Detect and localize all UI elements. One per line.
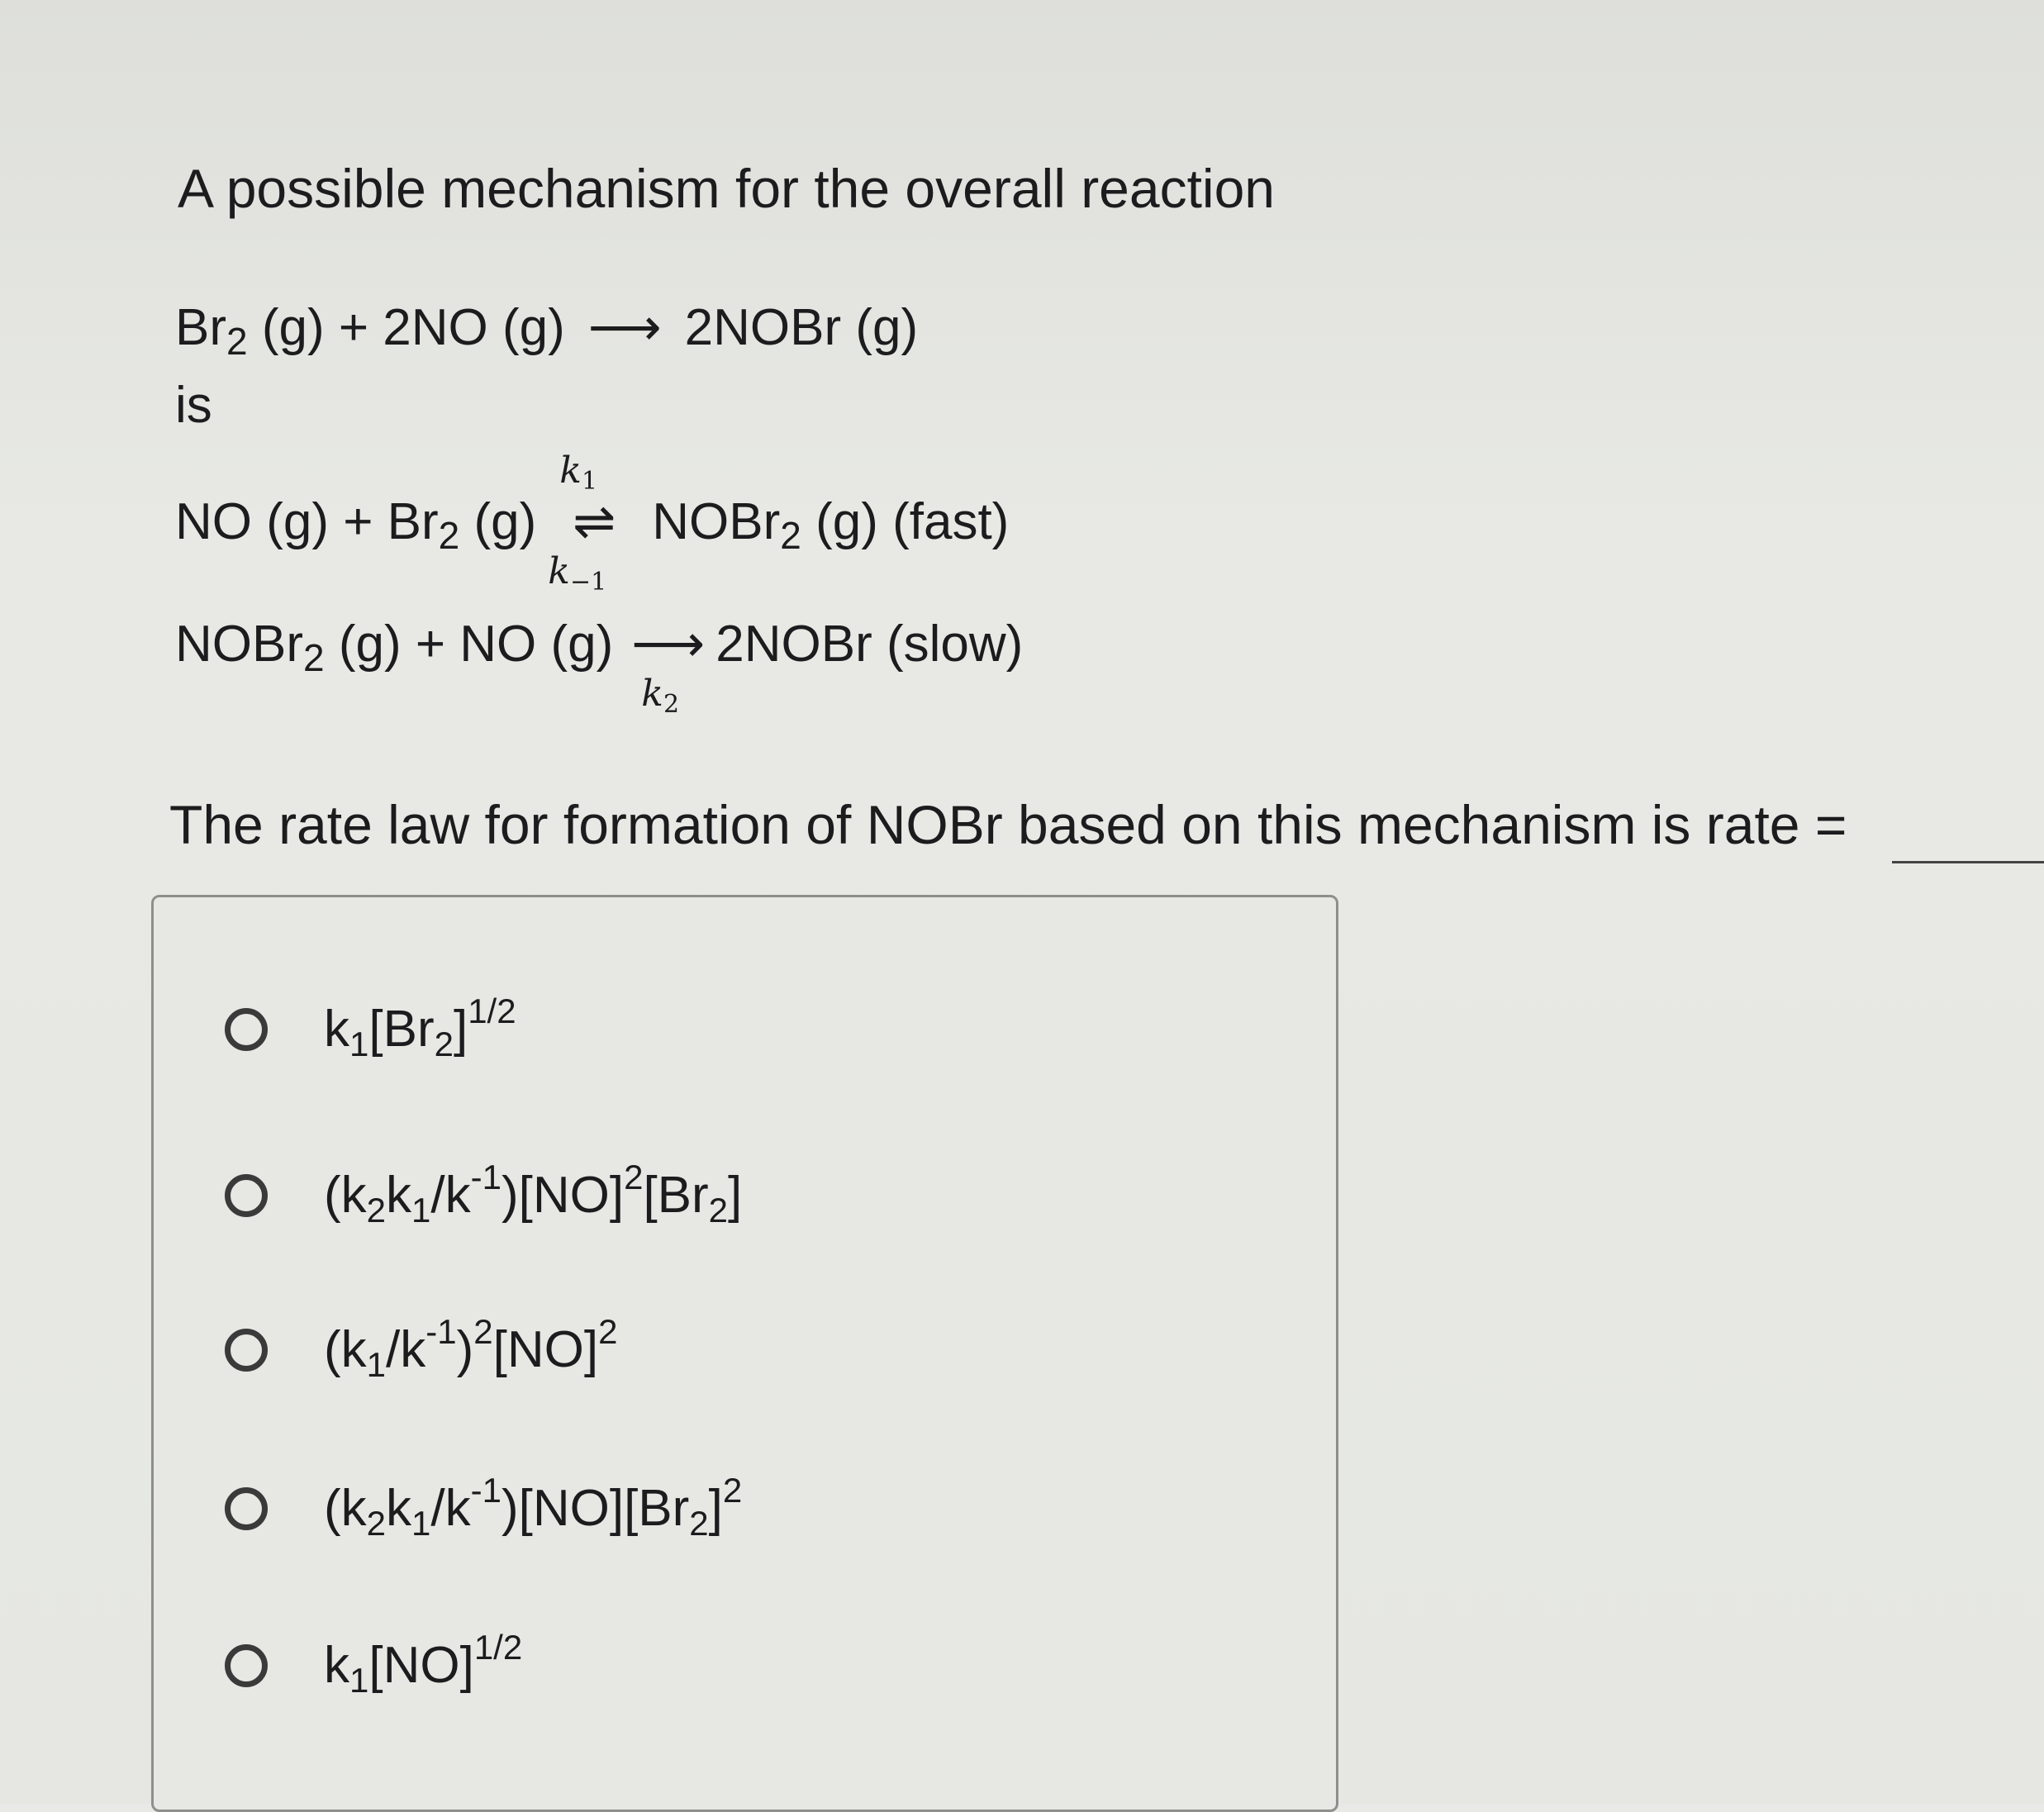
option-5[interactable] <box>225 1628 523 1700</box>
option-label: $(k_2k_1/k^{-1})[NO]^2[Br_2]$ <box>324 1158 743 1229</box>
is-label: is <box>175 377 212 434</box>
question-intro: A possible mechanism for the overall reaction <box>178 158 1275 219</box>
option-label: $(k_1/k^{-1})^2[NO]^2$ <box>324 1312 618 1384</box>
option-label: $k_1[NO]^{1/2}$ <box>324 1628 523 1700</box>
overall-reaction: $Br_2$ (g) + 2NO (g) ⟶ 2NOBr (g) <box>175 297 919 363</box>
rate-constant-k-minus-1: $k_{-1}$ <box>548 550 607 597</box>
reaction-arrow: ⟶ <box>587 297 662 357</box>
radio-button[interactable] <box>225 1329 268 1372</box>
rate-constant-k1: $k_1$ <box>559 449 598 496</box>
radio-button[interactable] <box>225 1008 268 1051</box>
radio-button[interactable] <box>225 1487 268 1530</box>
reaction-arrow-step-2: ⟶ $k_2$ <box>631 613 706 719</box>
radio-button[interactable] <box>225 1644 268 1687</box>
option-1[interactable] <box>225 992 516 1063</box>
equilibrium-arrow: ⇌ $k_1$ $k_{-1}$ <box>548 449 616 597</box>
option-2[interactable] <box>225 1158 743 1229</box>
question-prompt: The rate law for formation of NOBr based on this mechanism is rate = <box>169 794 1847 855</box>
answer-blank <box>1892 861 2044 863</box>
mechanism-step-1: NO $(g) + Br_2$ (g) ⇌ $k_1$ $k_{-1}$ NOBr$_2$ (g) (fast) <box>175 449 1010 597</box>
option-4[interactable] <box>225 1471 743 1543</box>
option-label: $(k_2k_1/k^{-1})[NO][Br_2]^2$ <box>324 1471 743 1543</box>
option-3[interactable] <box>225 1312 618 1384</box>
mechanism-step-2: NOBr$_2$ (g) + NO (g) ⟶ $k_2$ 2NOBr (slow) <box>175 613 1024 719</box>
radio-button[interactable] <box>225 1174 268 1217</box>
rate-constant-k2: $k_2$ <box>641 673 680 719</box>
option-label: $k_1[Br_2]^{1/2}$ <box>324 992 516 1063</box>
